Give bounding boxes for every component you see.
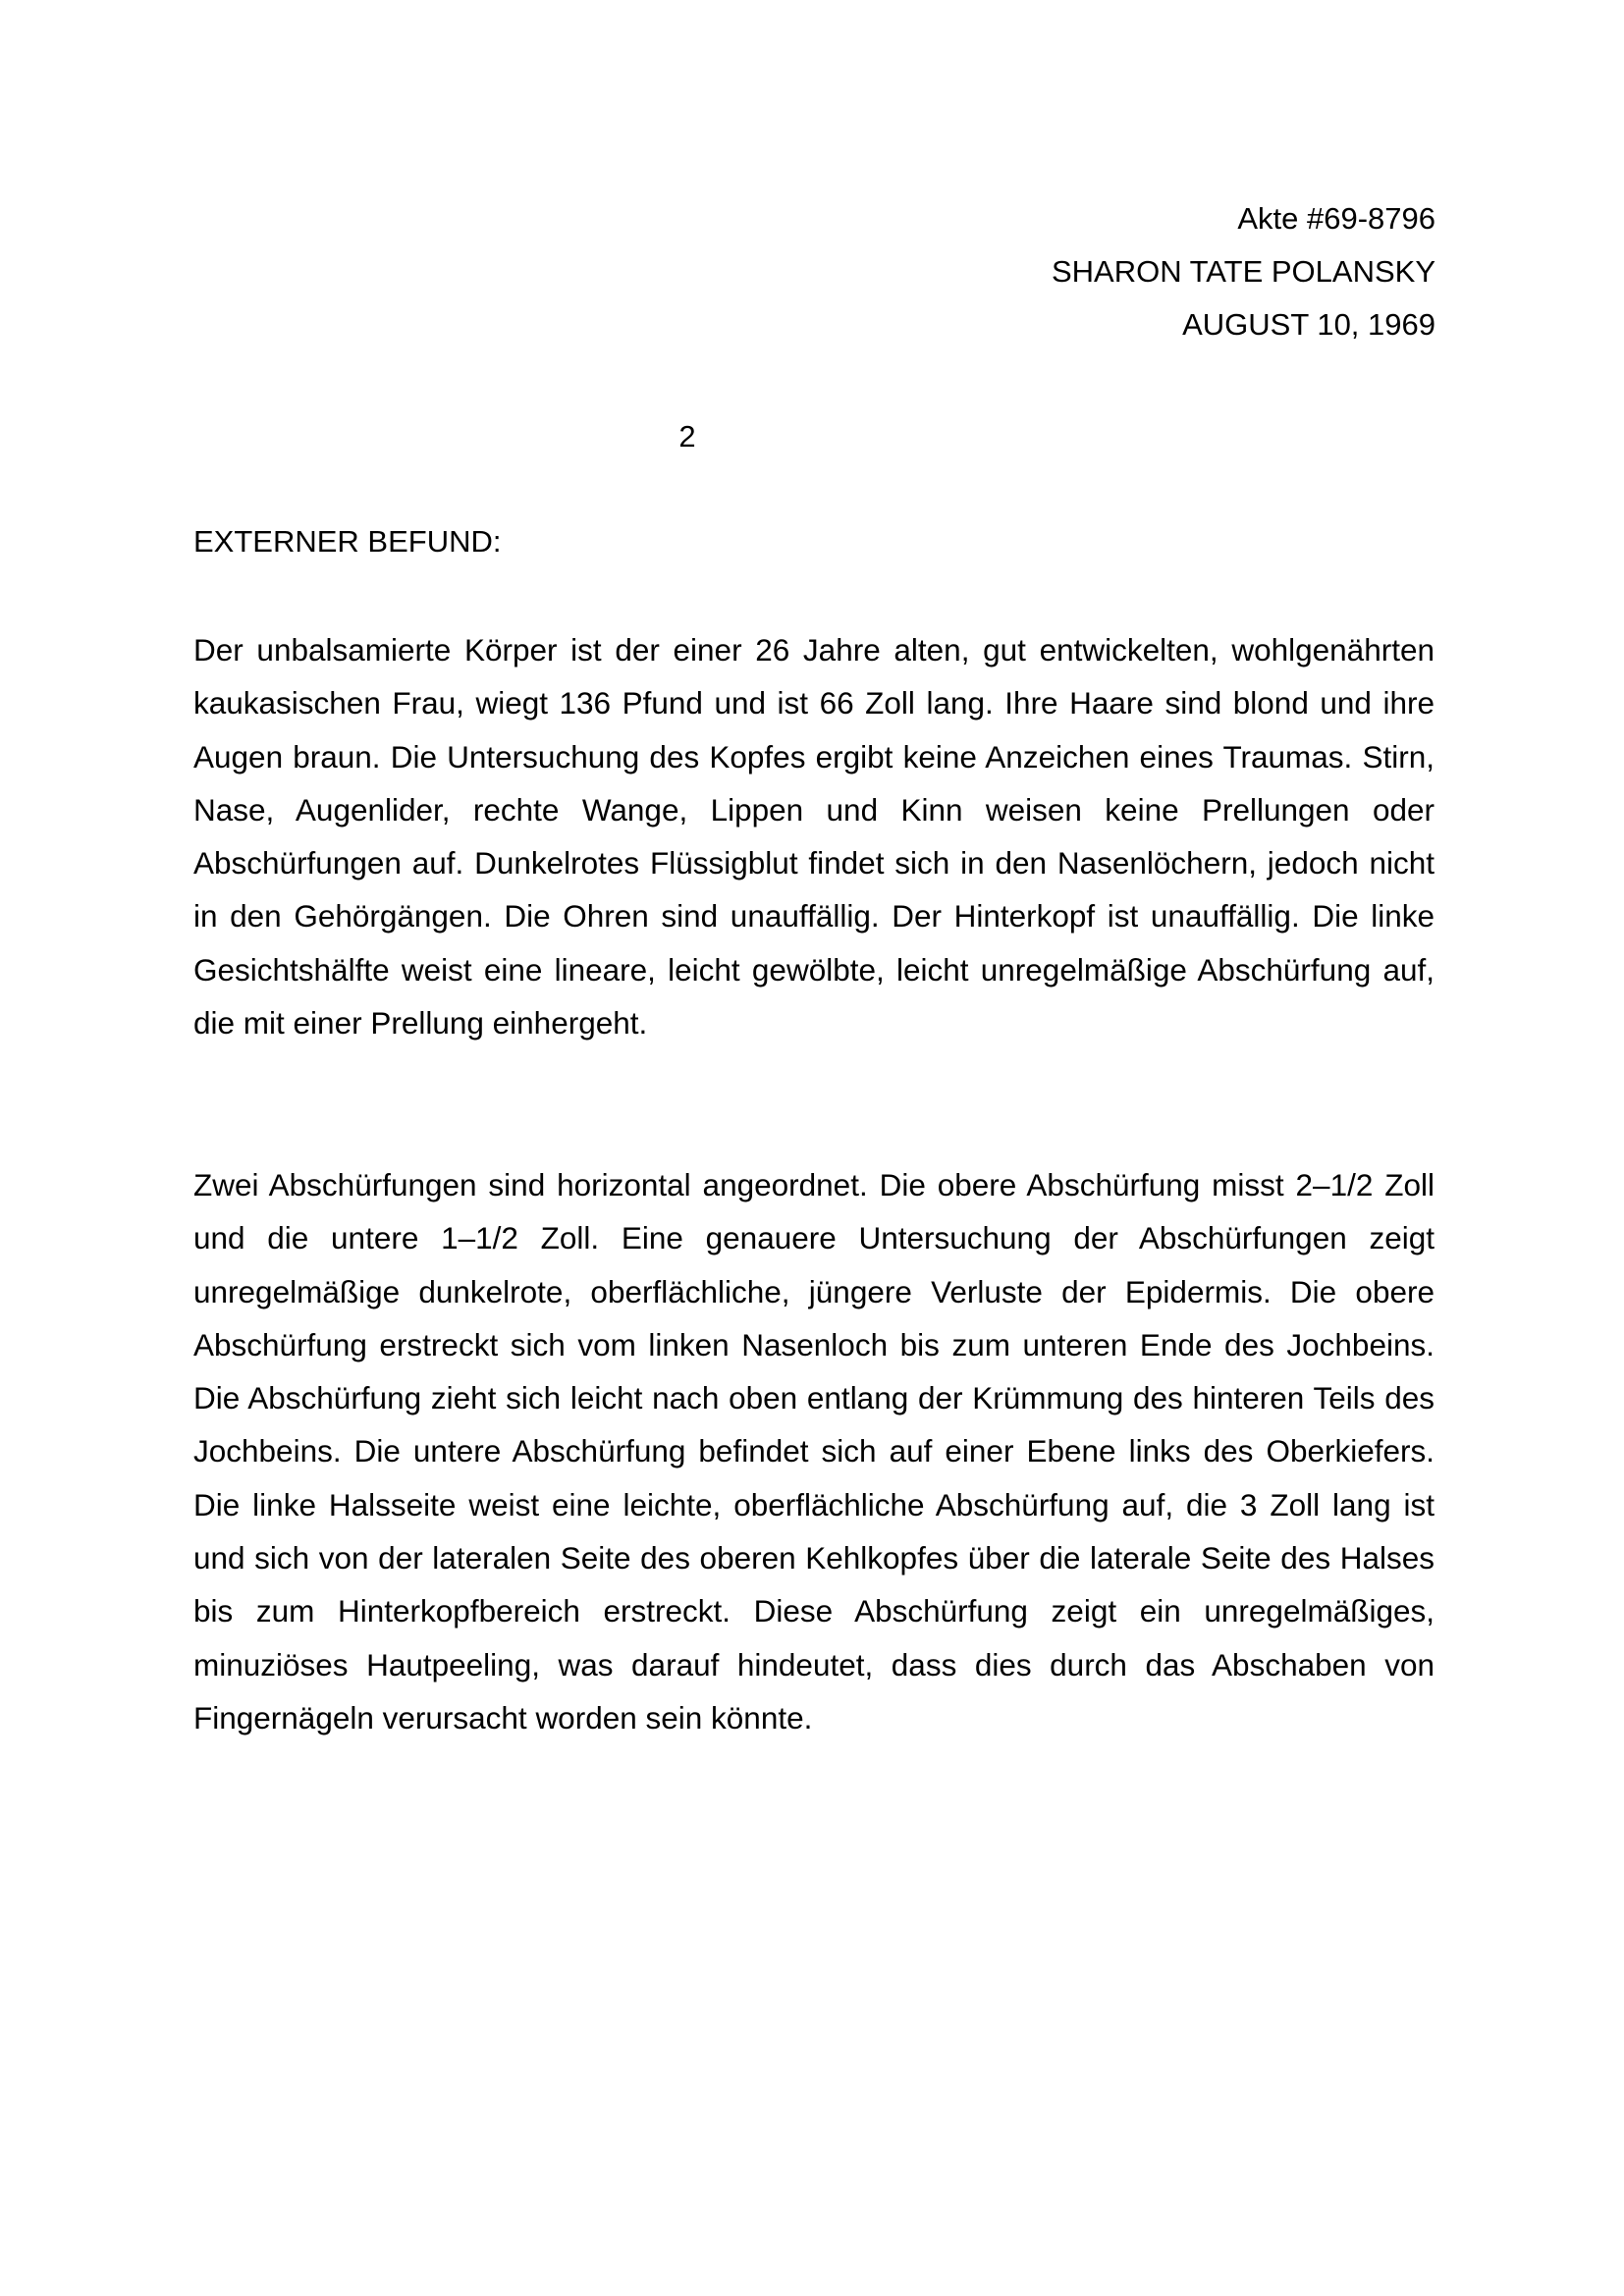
page-number: 2 [678,419,696,454]
file-number: Akte #69-8796 [1237,201,1435,236]
subject-name: SHARON TATE POLANSKY [1051,254,1435,289]
document-date: AUGUST 10, 1969 [1182,307,1435,342]
section-title: EXTERNER BEFUND: [193,524,502,559]
paragraph-external-findings-2: Zwei Abschürfungen sind horizontal angeordnet. Die obere Abschürfung misst 2–1/2 Zoll und die untere 1–1/2 Zoll. Eine genauere Untersuchung der Abschürfungen zeigt unregelmäßige dunkelrote, oberflächliche, jüngere Verluste der Epidermis. Die obere Abschürfung erstreckt sich vom linken Nasenloch bis zum unteren Ende des Jochbeins. Die Abschürfung zieht sich leicht nach oben entlang der Krümmung des hinteren Teils des Jochbeins. Die untere Abschürfung befindet sich auf einer Ebene links des Oberkiefers. Die linke Halsseite weist eine leichte, oberflächliche Abschürfung auf, die 3 Zoll lang ist und sich von der lateralen Seite des oberen Kehlkopfes über die laterale Seite des Halses bis zum Hinterkopfbereich erstreckt. Diese Abschürfung zeigt ein unregelmäßiges, minuziöses Hautpeeling, was darauf hindeutet, dass dies durch das Abschaben von Fingernägeln verursacht worden sein könnte. [193,1167,1435,1735]
paragraph-external-findings-1: Der unbalsamierte Körper ist der einer 26 Jahre alten, gut entwickelten, wohlgenährten kaukasischen Frau, wiegt 136 Pfund und ist 66 Zoll lang. Ihre Haare sind blond und ihre Augen braun. Die Untersuchung des Kopfes ergibt keine Anzeichen eines Traumas. Stirn, Nase, Augenlider, rechte Wange, Lippen und Kinn weisen keine Prellungen oder Abschürfungen auf. Dunkelrotes Flüssigblut findet sich in den Nasenlöchern, jedoch nicht in den Gehörgängen. Die Ohren sind unauffällig. Der Hinterkopf ist unauffällig. Die linke Gesichtshälfte weist eine lineare, leicht gewölbte, leicht unregelmäßige Abschürfung auf, die mit einer Prellung einhergeht. [193,632,1435,1041]
document-header [1052,192,1435,351]
